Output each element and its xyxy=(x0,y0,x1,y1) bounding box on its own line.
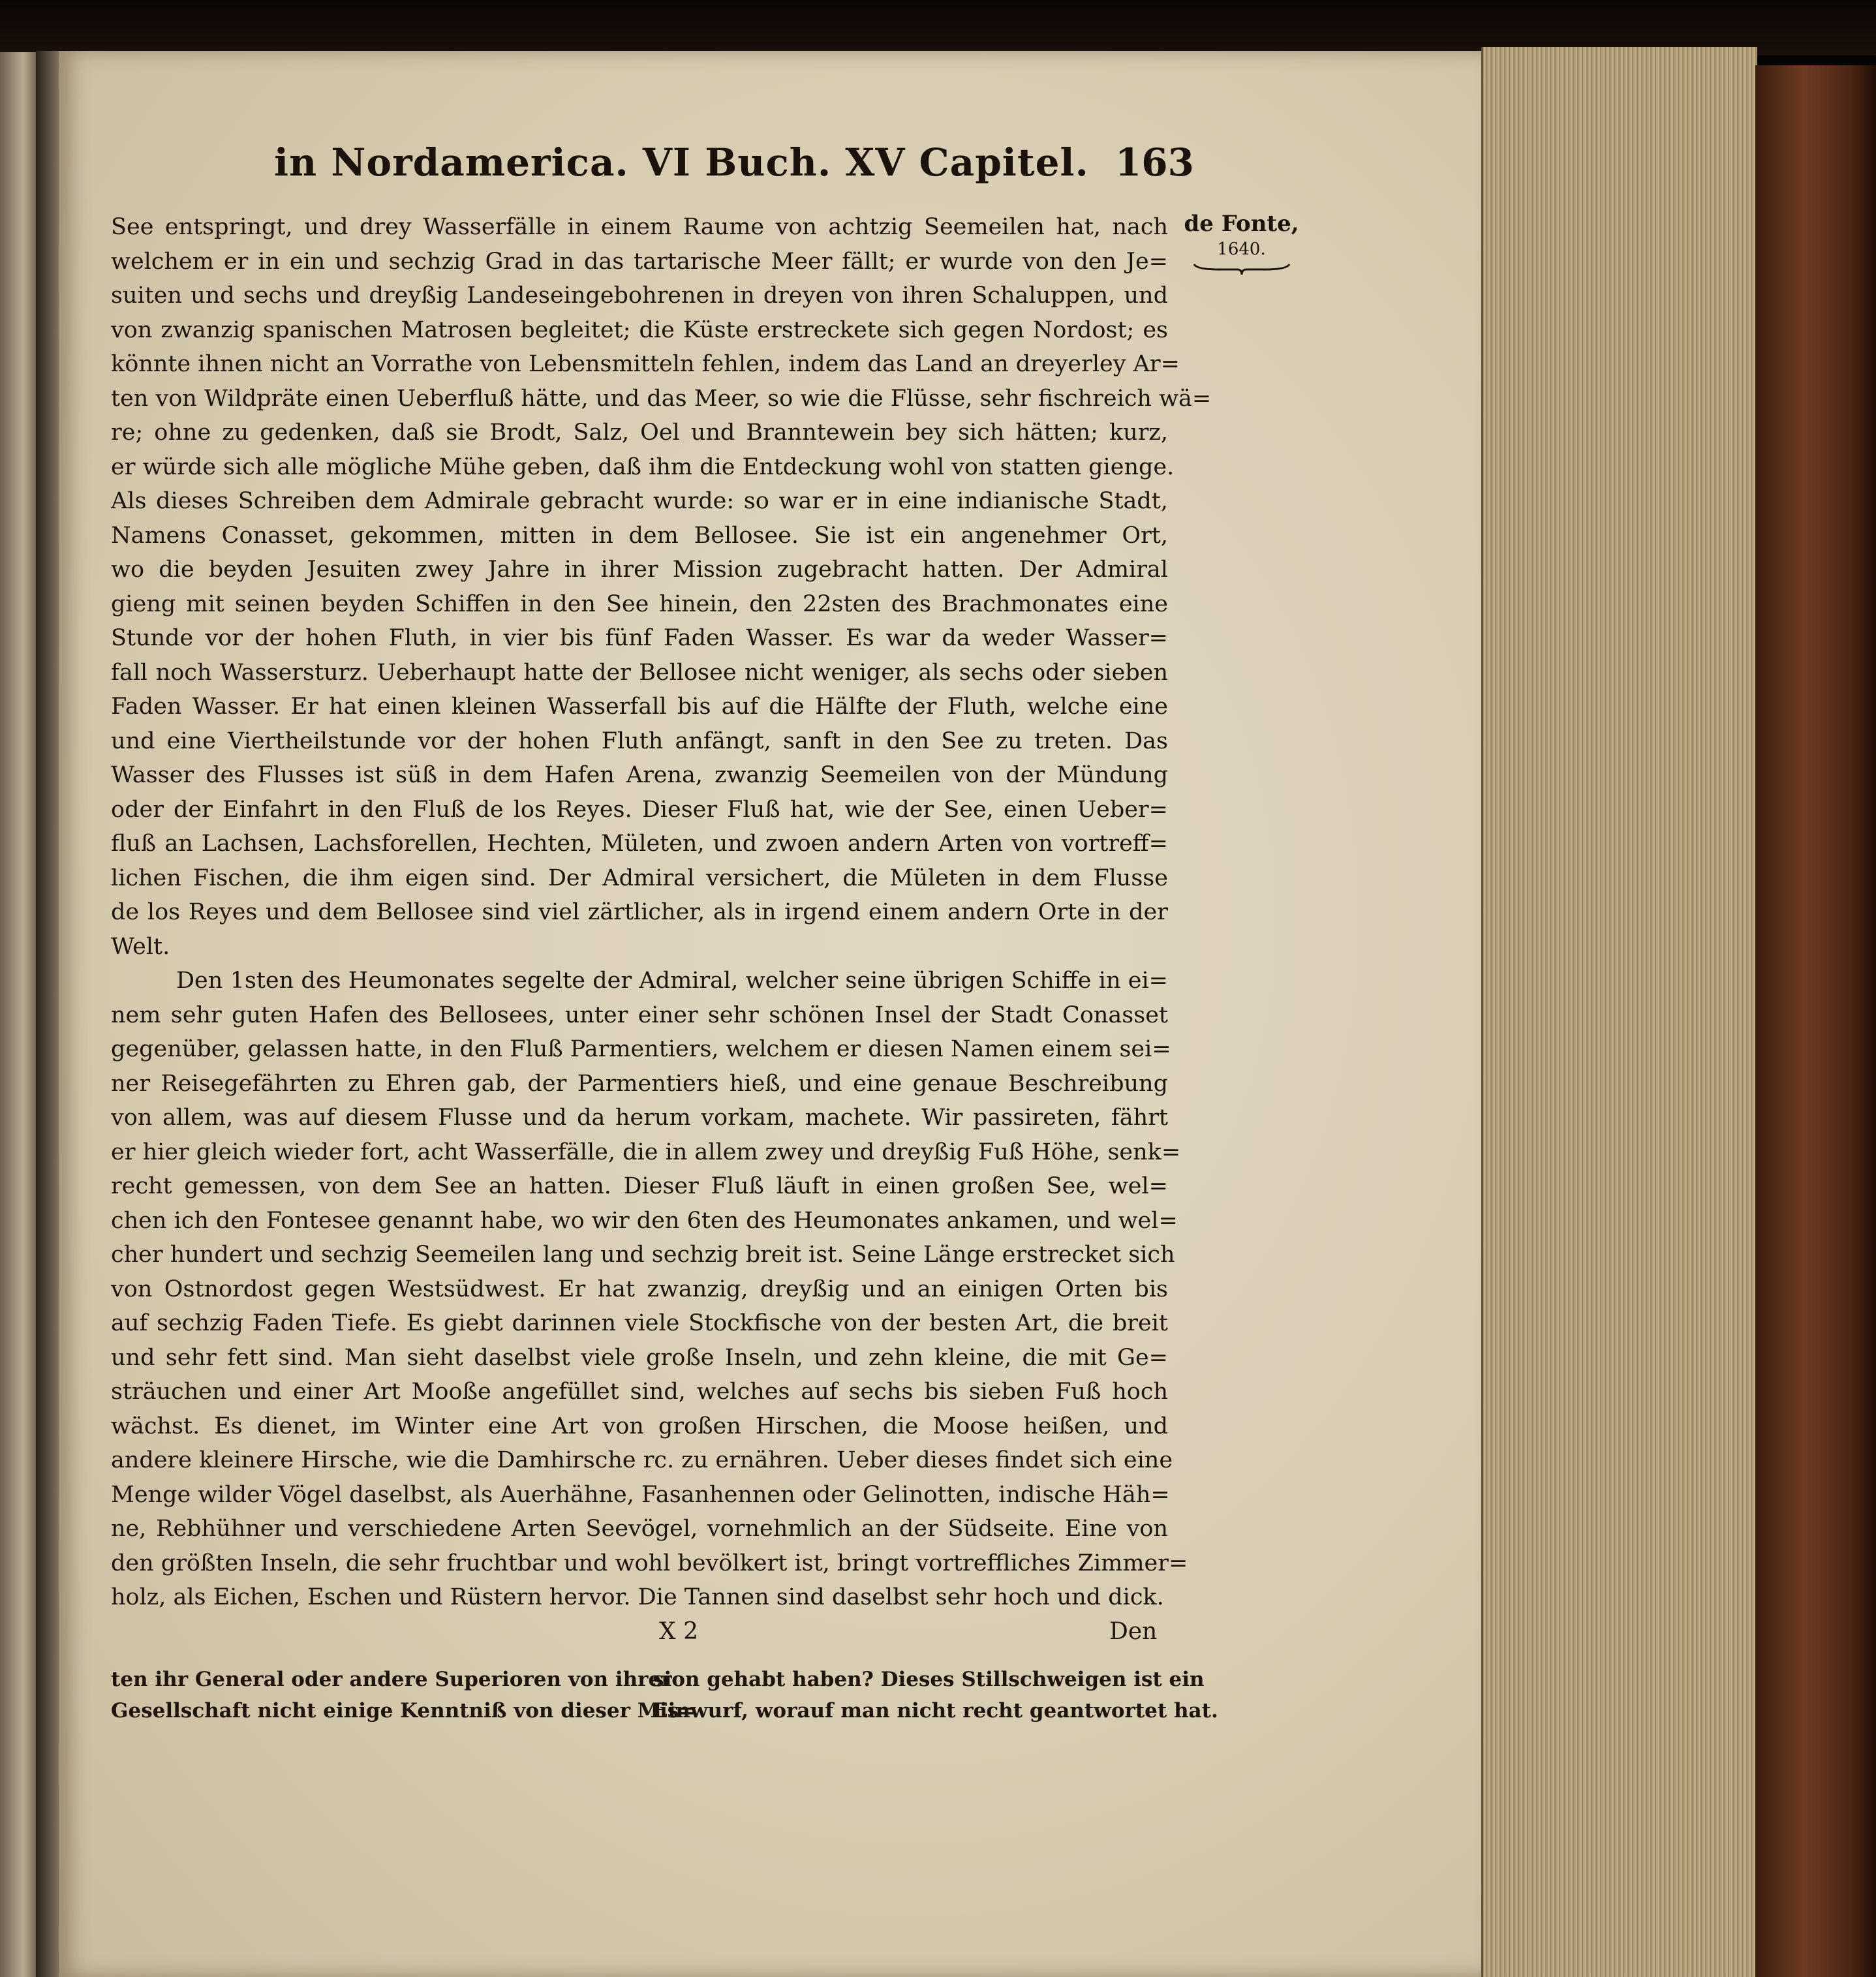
text-line: andere kleinere Hirsche, wie die Damhirsche rc. zu ernähren. Ueber dieses findet sich eine xyxy=(111,1447,1173,1473)
text-line: ner Reisegefährten zu Ehren gab, der Parmentiers hieß, und eine genaue Beschreibung xyxy=(111,1070,1168,1097)
text-line: de los Reyes und dem Bellosee sind viel zärtlicher, als in irgend einem andern Orte in der xyxy=(111,899,1168,925)
previous-page-edge xyxy=(0,52,39,1977)
text-line: er hier gleich wieder fort, acht Wasserfälle, die in allem zwey und dreyßig Fuß Höhe, senk= xyxy=(111,1139,1181,1165)
text-line: sträuchen und einer Art Mooße angefüllet sind, welches auf sechs bis sieben Fuß hoch xyxy=(111,1379,1168,1405)
text-line: cher hundert und sechzig Seemeilen lang und sechzig breit ist. Seine Länge erstrecket sich xyxy=(111,1242,1175,1268)
text-line: Einwurf, worauf man nicht recht geantwortet hat. xyxy=(653,1699,1218,1723)
brace-icon xyxy=(1193,262,1291,276)
text-line: oder der Einfahrt in den Fluß de los Reyes. Dieser Fluß hat, wie der See, einen Ueber= xyxy=(111,796,1168,823)
running-header xyxy=(274,140,1194,192)
text-line: lichen Fischen, die ihm eigen sind. Der Admiral versichert, die Mületen in dem Flusse xyxy=(111,865,1168,891)
text-line: sion gehabt haben? Dieses Stillschweigen ist ein xyxy=(653,1668,1205,1691)
text-line: Als dieses Schreiben dem Admirale gebracht wurde: so war er in eine indianische Stadt, xyxy=(111,488,1168,514)
text-line: von allem, was auf diesem Flusse und da herum vorkam, machete. Wir passireten, fährt xyxy=(111,1105,1168,1131)
text-line: holz, als Eichen, Eschen und Rüstern hervor. Die Tannen sind daselbst sehr hoch und dick. xyxy=(111,1584,1164,1610)
text-line: See entspringt, und drey Wasserfälle in einem Raume von achtzig Seemeilen hat, nach xyxy=(111,214,1168,240)
text-line: gegenüber, gelassen hatte, in den Fluß Parmentiers, welchem er diesen Namen einem sei= xyxy=(111,1036,1171,1062)
page-gutter xyxy=(36,51,62,1977)
text-line: könnte ihnen nicht an Vorrathe von Lebensmitteln fehlen, indem das Land an dreyerley Ar= xyxy=(111,351,1180,377)
text-line: auf sechzig Faden Tiefe. Es giebt darinnen viele Stockfische von der besten Art, die breit xyxy=(111,1310,1168,1336)
text-line: welchem er in ein und sechzig Grad in das tartarische Meer fällt; er wurde von den Je= xyxy=(111,248,1168,275)
text-line: fluß an Lachsen, Lachsforellen, Hechten, Mületen, und zwoen andern Arten von vortreff= xyxy=(111,831,1168,857)
text-line: Wasser des Flusses ist süß in dem Hafen Arena, zwanzig Seemeilen von der Mündung xyxy=(111,762,1168,788)
text-line: Den 1sten des Heumonates segelte der Admiral, welcher seine übrigen Schiffe in ei= xyxy=(176,968,1168,994)
signature-mark: X 2 xyxy=(659,1618,698,1645)
running-title: in Nordamerica. VI Buch. XV Capitel. xyxy=(274,140,1089,185)
text-line: er würde sich alle mögliche Mühe geben, daß ihm die Entdeckung wohl von statten gienge. xyxy=(111,453,1175,480)
text-line: wo die beyden Jesuiten zwey Jahre in ihrer Mission zugebracht hatten. Der Admiral xyxy=(111,557,1168,583)
marginal-year: 1640. xyxy=(1217,239,1266,259)
text-line: und sehr fett sind. Man sieht daselbst viele große Inseln, und zehn kleine, die mit Ge= xyxy=(111,1344,1168,1371)
text-line: fall noch Wassersturz. Ueberhaupt hatte der Bellosee nicht weniger, als sechs oder sieben xyxy=(111,659,1168,686)
text-line: Gesellschaft nicht einige Kenntniß von dieser Mis= xyxy=(111,1699,696,1723)
text-line: ten ihr General oder andere Superioren von ihrer xyxy=(111,1668,672,1691)
main-text xyxy=(111,210,1212,1615)
page-block-edges xyxy=(1481,47,1757,1977)
catchword: Den xyxy=(1109,1618,1158,1645)
text-line: den größten Inseln, die sehr fruchtbar und wohl bevölkert ist, bringt vortreffliches Zimmer= xyxy=(111,1550,1188,1576)
footnote-left-column xyxy=(111,1664,696,1726)
text-line: gieng mit seinen beyden Schiffen in den See hinein, den 22sten des Brachmonates eine xyxy=(111,590,1168,617)
marginal-note xyxy=(1181,211,1302,276)
text-line: wächst. Es dienet, im Winter eine Art von großen Hirschen, die Moose heißen, und xyxy=(111,1413,1168,1439)
text-line: von zwanzig spanischen Matrosen begleitet; die Küste erstreckete sich gegen Nordost; es xyxy=(111,316,1168,343)
text-line: und eine Viertheilstunde vor der hohen Fluth anfängt, sanft in den See zu treten. Das xyxy=(111,728,1168,754)
text-line: Stunde vor der hohen Fluth, in vier bis fünf Faden Wasser. Es war da weder Wasser= xyxy=(111,625,1168,651)
text-line: ne, Rebhühner und verschiedene Arten Seevögel, vornehmlich an der Südseite. Eine von xyxy=(111,1516,1168,1542)
text-line: Namens Conasset, gekommen, mitten in dem Bellosee. Sie ist ein angenehmer Ort, xyxy=(111,522,1168,549)
text-line: recht gemessen, von dem See an hatten. Dieser Fluß läuft in einen großen See, wel= xyxy=(111,1173,1168,1199)
text-line: nem sehr guten Hafen des Bellosees, unter einer sehr schönen Insel der Stadt Conasset xyxy=(111,1002,1168,1028)
text-line: Menge wilder Vögel daselbst, als Auerhähne, Fasanhennen oder Gelinotten, indische Häh= xyxy=(111,1481,1170,1508)
text-line: von Ostnordost gegen Westsüdwest. Er hat zwanzig, dreyßig und an einigen Orten bis xyxy=(111,1276,1168,1302)
leather-binding xyxy=(1755,65,1876,1977)
page-number: 163 xyxy=(1115,140,1194,185)
text-line: Faden Wasser. Er hat einen kleinen Wasserfall bis auf die Hälfte der Fluth, welche eine xyxy=(111,694,1168,720)
text-line: ten von Wildpräte einen Ueberfluß hätte, und das Meer, so wie die Flüsse, sehr fischreich wä= xyxy=(111,385,1212,412)
marginal-name: de Fonte, xyxy=(1184,211,1299,237)
footnote-right-column xyxy=(653,1664,1218,1726)
text-line: chen ich den Fontesee genannt habe, wo wir den 6ten des Heumonates ankamen, und wel= xyxy=(111,1207,1178,1234)
text-line: re; ohne zu gedenken, daß sie Brodt, Salz, Oel und Branntewein bey sich hätten; kurz, xyxy=(111,420,1168,446)
text-line: suiten und sechs und dreyßig Landeseingebohrenen in dreyen von ihren Schaluppen, und xyxy=(111,283,1168,309)
text-line: Welt. xyxy=(111,933,170,960)
